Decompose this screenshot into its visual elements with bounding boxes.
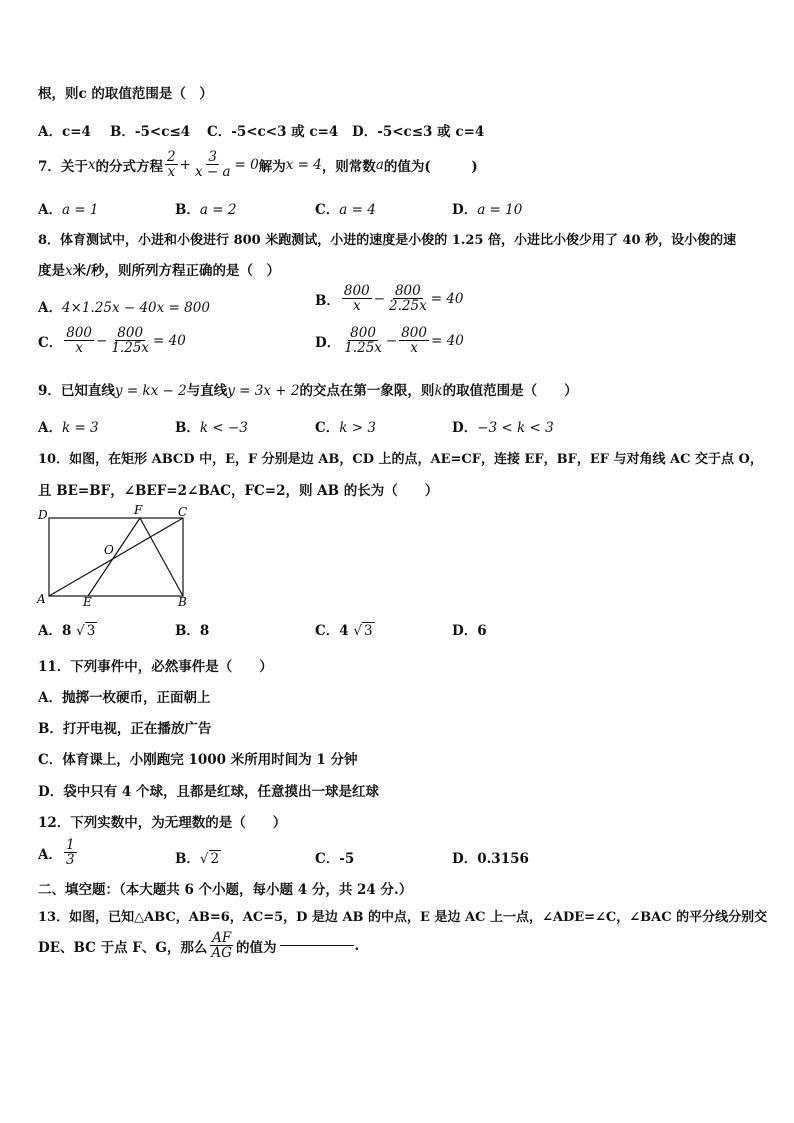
q7-stem (38, 150, 478, 179)
q12-stem: 12．下列实数中，为无理数的是（ ） (38, 815, 287, 831)
q11-option-a: A．抛掷一枚硬币，正面朝上 (38, 690, 211, 706)
q12-option-d: D．0.3156 (452, 851, 529, 867)
q7-fraction-1: $\frac{2}{x}$ (167, 149, 176, 181)
q11-option-d: D．袋中只有 4 个球，且都是红球，任意摸出一球是红球 (38, 784, 379, 800)
q7-mid3: ，则常数 (321, 158, 376, 175)
q10-option-b: B．8 (175, 623, 210, 639)
q10-stem-line1: 10．如图，在矩形 ABCD 中，E，F 分别是边 AB，CD 上的点，AE=CF，连接 EF，BF，EF 与对角线 AC 交于点 O， (38, 452, 763, 467)
segment-bf (140, 518, 183, 596)
q10-figure (32, 500, 198, 610)
q6-option-a: A．c=4 (38, 124, 91, 140)
q7-mid1: 的分式方程 (95, 158, 164, 175)
label-o: O (104, 543, 114, 557)
q7-option-a: A．a = 1 (38, 202, 99, 218)
section-heading-fill-in: 二、填空题：（本大题共 6 个小题，每小题 4 分，共 24 分.） (38, 882, 413, 898)
q7-solution: x = 4 (285, 156, 322, 173)
q10-option-c: C．4 √ 3 (315, 623, 373, 639)
q6-stem-tail: 根，则c 的取值范围是（ ） (38, 86, 213, 102)
q10-stem-line2: 且 BE=BF，∠BEF=2∠BAC，FC=2，则 AB 的长为（ ） (38, 483, 439, 499)
q12-option-b: B．√ 2 (175, 851, 220, 867)
q10-option-a: A．8 √ 3 (38, 623, 96, 639)
q8-option-a: A．4×1.25x − 40x = 800 (38, 300, 210, 316)
q12-option-c: C．-5 (315, 851, 355, 867)
q8-stem-line2: 度是x米/秒，则所列方程正确的是（ ） (38, 263, 281, 279)
q9-option-b: B．k < −3 (175, 420, 248, 436)
q7-option-b: B．a = 2 (175, 202, 237, 218)
q8-option-d: D． $\frac{800}{1.25x}$ − $\frac{800}{x}$ = 40 (315, 325, 464, 357)
q7-option-d: D．a = 10 (452, 202, 523, 218)
q7-prefix: 7．关于 (38, 158, 88, 175)
q6-option-b: B．-5<c≤4 (110, 124, 191, 140)
q9-option-c: C．k > 3 (315, 420, 376, 436)
q7-fraction-2: $\frac{3}{x - a}$ (194, 149, 231, 181)
q8-option-b: B． $\frac{800}{x}$ − $\frac{800}{2.25x}$ = 40 (315, 283, 464, 315)
label-d: D (38, 508, 48, 522)
q9-option-d: D．−3 < k < 3 (452, 420, 554, 436)
q7-suffix: 的值为( ) (383, 158, 478, 175)
q13-stem-line2: DE、BC 于点 F、G，那么 $\frac{AF}{AG}$ 的值为 . (38, 930, 360, 962)
q12-option-a: A． $\frac{1}{3}$ (38, 837, 75, 869)
q8-stem-line1: 8．体育测试中，小进和小俊进行 800 米跑测试，小进的速度是小俊的 1.25 倍，小进比小俊少用了 40 秒，设小俊的速 (38, 233, 737, 248)
q7-mid2: 解为 (258, 158, 286, 175)
q8-option-c: C． $\frac{800}{x}$ − $\frac{800}{1.25x}$ = 40 (38, 325, 186, 357)
segment-ef (88, 518, 140, 596)
diagonal-ac (49, 518, 183, 596)
answer-blank[interactable] (280, 945, 354, 946)
q7-var-x: x (87, 156, 96, 173)
q7-eq-rhs: = 0 (234, 156, 259, 173)
q11-option-b: B．打开电视，正在播放广告 (38, 721, 212, 737)
label-b: B (178, 595, 187, 609)
label-f: F (134, 503, 143, 517)
q6-option-c: C．-5<c<3 或 c=4 (207, 124, 339, 140)
q13-stem-line1: 13．如图，已知△ABC，AB=6，AC=5，D 是边 AB 的中点，E 是边 AC 上一点，∠ADE=∠C，∠BAC 的平分线分别交 (38, 910, 768, 925)
q13-fraction: $\frac{AF}{AG}$ (211, 930, 232, 962)
q6-option-d: D．-5<c≤3 或 c=4 (352, 124, 485, 140)
q9-stem: 9．已知直线y = kx − 2与直线y = 3x + 2的交点在第一象限，则k的取值范围是（ ） (38, 383, 578, 399)
q7-option-c: C．a = 4 (315, 202, 376, 218)
label-a: A (37, 592, 46, 606)
q7-var-a: a (375, 156, 384, 173)
q7-plus: + (179, 156, 191, 173)
label-e: E (83, 595, 92, 609)
q10-option-d: D．6 (452, 623, 487, 639)
q11-option-c: C．体育课上，小刚跑完 1000 米所用时间为 1 分钟 (38, 752, 358, 768)
q11-stem: 11．下列事件中，必然事件是（ ） (38, 659, 273, 675)
label-c: C (178, 505, 188, 519)
q9-option-a: A．k = 3 (38, 420, 99, 436)
